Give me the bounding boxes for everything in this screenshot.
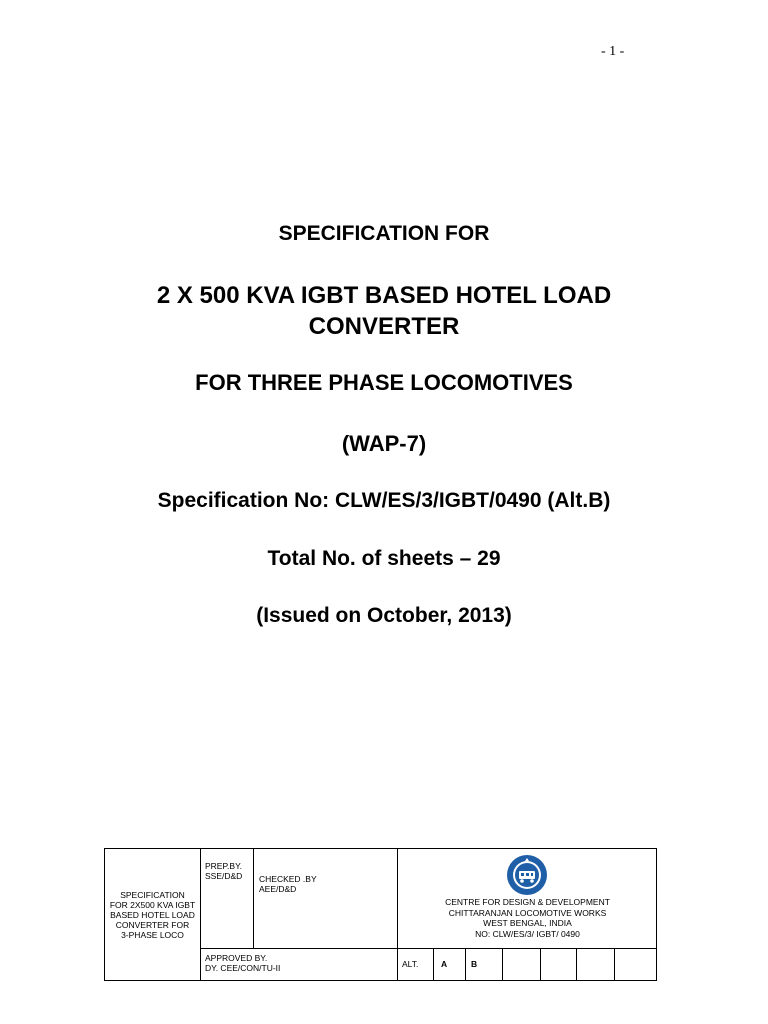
approved-by: APPROVED BY. DY. CEE/CON/TU-II [205,953,281,973]
issued-date: (Issued on October, 2013) [256,604,512,627]
table-divider [200,849,201,980]
title-line-3: FOR THREE PHASE LOCOMOTIVES [195,370,573,395]
title-line-4: (WAP-7) [341,431,427,456]
checked-by: CHECKED .BY AEE/D&D [259,874,317,894]
title-block-table [104,848,657,981]
table-divider [614,948,615,980]
alteration-b: B [471,959,478,969]
alteration-label: ALT. [402,959,419,969]
table-divider [200,948,656,949]
organization-details: CENTRE FOR DESIGN & DEVELOPMENT CHITTARANJAN LOCOMOTIVE WORKS WEST BENGAL, INDIA NO: CLW/ES/3/ IGBT/ 0490 [445,897,610,939]
table-divider [433,948,434,980]
table-divider [576,948,577,980]
title-line-1: SPECIFICATION FOR [278,222,490,245]
indian-railways-emblem-icon [506,854,548,896]
table-divider [540,948,541,980]
specification-number: Specification No: CLW/ES/3/IGBT/0490 (Alt.B) [157,489,611,512]
prepared-by: PREP.BY. SSE/D&D [205,861,243,881]
total-sheets: Total No. of sheets – 29 [267,547,501,570]
table-divider [502,948,503,980]
table-divider [253,849,254,948]
page-number: - 1 - [601,44,625,59]
alteration-a: A [441,959,448,969]
title-line-2-text: 2 X 500 KVA IGBT BASED HOTEL LOAD CONVERTER [156,282,612,340]
specification-description: SPECIFICATION FOR 2X500 KVA IGBT BASED HOTEL LOAD CONVERTER FOR 3-PHASE LOCO [109,889,196,940]
title-line-2 [0,280,768,342]
table-divider [465,948,466,980]
